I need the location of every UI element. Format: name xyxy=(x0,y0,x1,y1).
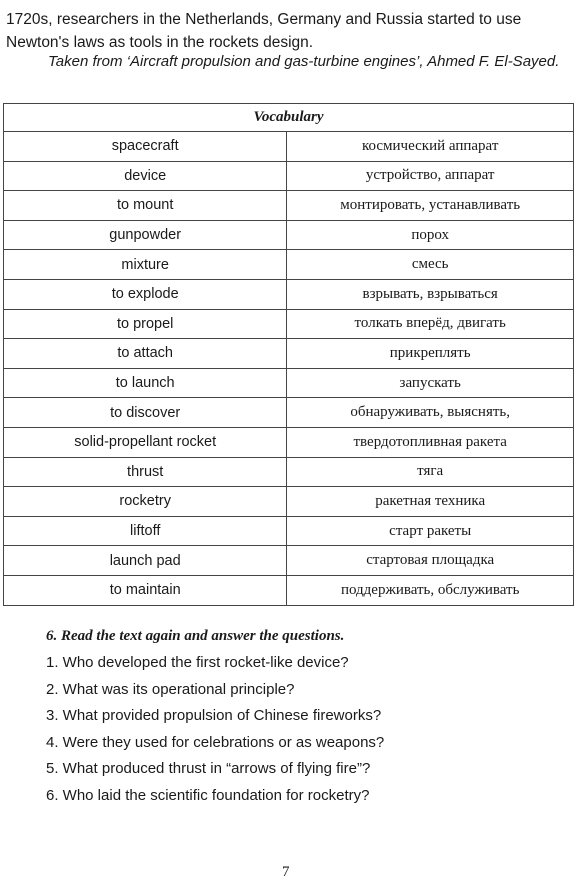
table-row xyxy=(4,457,574,487)
question-item: 6. Who laid the scientific foundation for rocketry? xyxy=(46,786,370,804)
russian-translation: толкать вперёд, двигать xyxy=(287,309,574,339)
russian-translation: твердотопливная ракета xyxy=(287,427,574,457)
question-list xyxy=(46,652,384,811)
russian-translation: тяга xyxy=(287,457,574,487)
table-row xyxy=(4,309,574,339)
table-row xyxy=(4,546,574,576)
table-row xyxy=(4,516,574,546)
question-item: 3. What provided propulsion of Chinese fireworks? xyxy=(46,707,382,724)
english-term: liftoff xyxy=(4,516,287,546)
russian-translation: монтировать, устанавливать xyxy=(287,191,574,221)
russian-translation: запускать xyxy=(287,368,574,398)
question-item: 1. Who developed the first rocket-like device? xyxy=(46,654,349,671)
russian-translation: взрывать, взрываться xyxy=(287,279,574,309)
table-row xyxy=(4,398,574,428)
russian-translation: поддерживать, обслуживать xyxy=(287,575,574,605)
vocabulary-title: Vocabulary xyxy=(4,104,574,132)
vocabulary-table xyxy=(3,103,574,606)
table-row xyxy=(4,191,574,221)
russian-translation: порох xyxy=(287,220,574,250)
vocabulary-body xyxy=(4,132,574,606)
table-row xyxy=(4,575,574,605)
russian-translation: стартовая площадка xyxy=(287,546,574,576)
russian-translation: смесь xyxy=(287,250,574,280)
table-row xyxy=(4,161,574,191)
russian-translation: устройство, аппарат xyxy=(287,161,574,191)
question-item: 4. Were they used for celebrations or as weapons? xyxy=(46,733,385,751)
english-term: to discover xyxy=(4,398,287,428)
table-row xyxy=(4,487,574,517)
russian-translation: прикреплять xyxy=(287,339,574,369)
task-heading: 6. Read the text again and answer the questions. xyxy=(46,628,345,644)
russian-translation: космический аппарат xyxy=(287,132,574,162)
table-row xyxy=(4,368,574,398)
question-item: 5. What produced thrust in “arrows of flying fire”? xyxy=(46,760,371,777)
english-term: gunpowder xyxy=(4,220,287,250)
english-term: thrust xyxy=(4,457,287,487)
russian-translation: старт ракеты xyxy=(287,516,574,546)
question-item: 2. What was its operational principle? xyxy=(46,680,295,698)
table-row xyxy=(4,427,574,457)
english-term: to maintain xyxy=(4,575,287,605)
table-row xyxy=(4,279,574,309)
english-term: mixture xyxy=(4,250,287,280)
english-term: to attach xyxy=(4,339,287,369)
table-row xyxy=(4,339,574,369)
source-citation: Taken from ‘Aircraft propulsion and gas-turbine engines’, Ahmed F. El-Sayed. xyxy=(48,53,560,70)
english-term: solid-propellant rocket xyxy=(4,427,287,457)
russian-translation: ракетная техника xyxy=(287,487,574,517)
russian-translation: обнаруживать, выяснять, xyxy=(287,398,574,428)
english-term: to launch xyxy=(4,368,287,398)
english-term: spacecraft xyxy=(4,132,287,162)
english-term: device xyxy=(4,161,287,191)
page-number: 7 xyxy=(282,864,290,880)
english-term: to explode xyxy=(4,279,287,309)
table-row xyxy=(4,132,574,162)
english-term: to mount xyxy=(4,191,287,221)
english-term: launch pad xyxy=(4,546,287,576)
table-row xyxy=(4,250,574,280)
english-term: to propel xyxy=(4,309,287,339)
english-term: rocketry xyxy=(4,487,287,517)
table-row xyxy=(4,220,574,250)
intro-paragraph: 1720s, researchers in the Netherlands, Germany and Russia started to use Newton's laws as tools in the rockets design. xyxy=(6,11,522,51)
